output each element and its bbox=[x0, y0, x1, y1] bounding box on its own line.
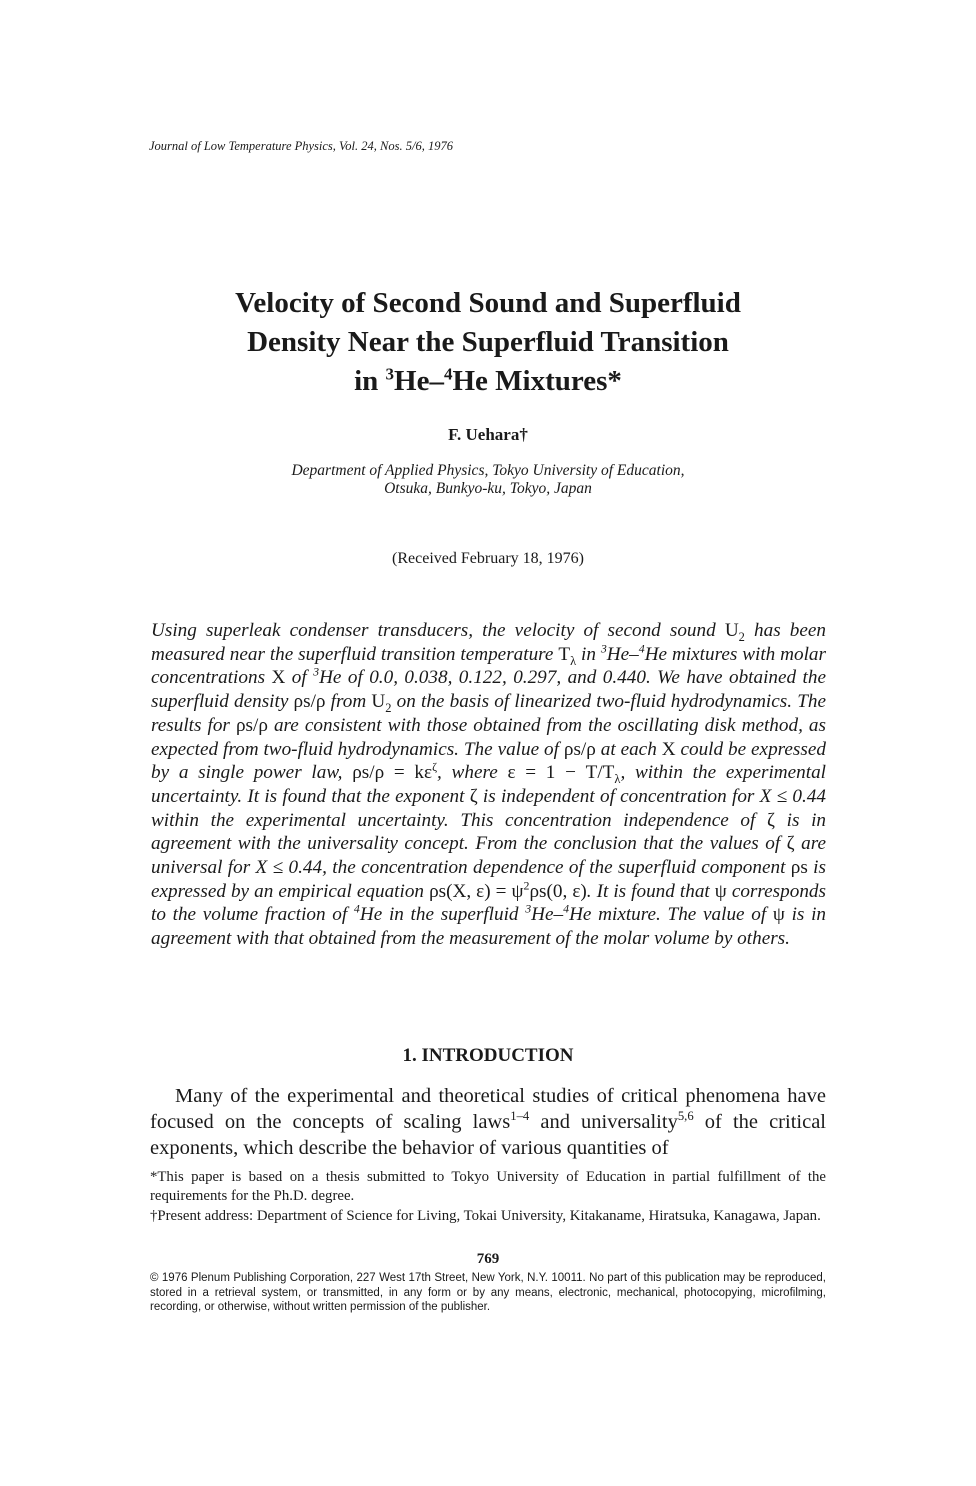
footnote-thesis: *This paper is based on a thesis submitted to Tokyo University of Education in partial fulfillment of the requirements for the Ph.D. degree. bbox=[150, 1169, 826, 1204]
paper-title bbox=[150, 284, 826, 401]
section-heading: 1. INTRODUCTION bbox=[402, 1045, 574, 1066]
author-affiliation bbox=[150, 462, 826, 498]
footnote-present-address: †Present address: Department of Science for Living, Tokai University, Kitakaname, Hiratsuka, Kanagawa, Japan. bbox=[150, 1208, 821, 1224]
affiliation-line-1: Department of Applied Physics, Tokyo University of Education, bbox=[291, 462, 685, 479]
abstract: Using superleak condenser transducers, the velocity of second sound $U_2$ has been measured near the superfluid transition temperature $T_\lambda$ in $^3$He–$^4$He mixtures with molar concentrations X of $^3$He of 0.0, 0.038, 0.122, 0.297, and 0.440. We have obtained the superfluid density ρs/ρ from $U_2$ on the basis of linearized two-fluid hydrodynamics. The results for ρs/ρ are consistent with those obtained from the oscillating disk method, as expected from two-fluid hydrodynamics. The value of ρs/ρ at each X could be expressed by a single power law, $\rho s/\rho = k\varepsilon^\zeta$, where $\varepsilon = 1 - T/T_\lambda$, within the experimental uncertainty. It is found that the exponent ζ is independent of concentration for X ≤ 0.44 within the experimental uncertainty. This concentration independence of ζ is in agreement with the universality concept. From the conclusion that the values of ζ are universal for X ≤ 0.44, the concentration dependence of the superfluid component ρs is expressed by an empirical equation ρs(X, $\varepsilon) = \psi^2\rho s(0$, ε). It is found that ψ corresponds to the volume fraction of $^4$He in the superfluid $^3$He–$^4$He mixture. The value of ψ is in agreement with that obtained from the measurement of the molar volume by others. bbox=[151, 620, 827, 950]
title-line-1: Velocity of Second Sound and Superfluid bbox=[235, 287, 741, 319]
author-name: F. Uehara† bbox=[448, 425, 528, 444]
journal-header: Journal of Low Temperature Physics, Vol. 24, Nos. 5/6, 1976 bbox=[149, 139, 453, 153]
title-line-3: in $^3$He–$^4$He Mixtures* bbox=[354, 364, 622, 397]
introduction-paragraph: Many of the experimental and theoretical studies of critical phenomena have focused on the concepts of scaling laws$^{1-4}$ and universality$^{5,6}$ of the critical exponents, which describe the behavior of various quantities of bbox=[150, 1085, 826, 1159]
received-date: (Received February 18, 1976) bbox=[392, 550, 584, 567]
reference-marker: 5,6 bbox=[677, 1109, 694, 1124]
page-number: 769 bbox=[476, 1251, 500, 1267]
affiliation-line-2: Otsuka, Bunkyo-ku, Tokyo, Japan bbox=[384, 480, 592, 497]
reference-marker: 1–4 bbox=[510, 1109, 530, 1124]
title-line-2: Density Near the Superfluid Transition bbox=[247, 326, 729, 358]
copyright-notice: © 1976 Plenum Publishing Corporation, 227 West 17th Street, New York, N.Y. 10011. No part of this publication may be reproduced, stored in a retrieval system, or transmitted, in any form or by any means, electronic, mechanical, photocopying, microfilming, recording, or otherwise, without written permission of the publisher. bbox=[150, 1272, 826, 1313]
